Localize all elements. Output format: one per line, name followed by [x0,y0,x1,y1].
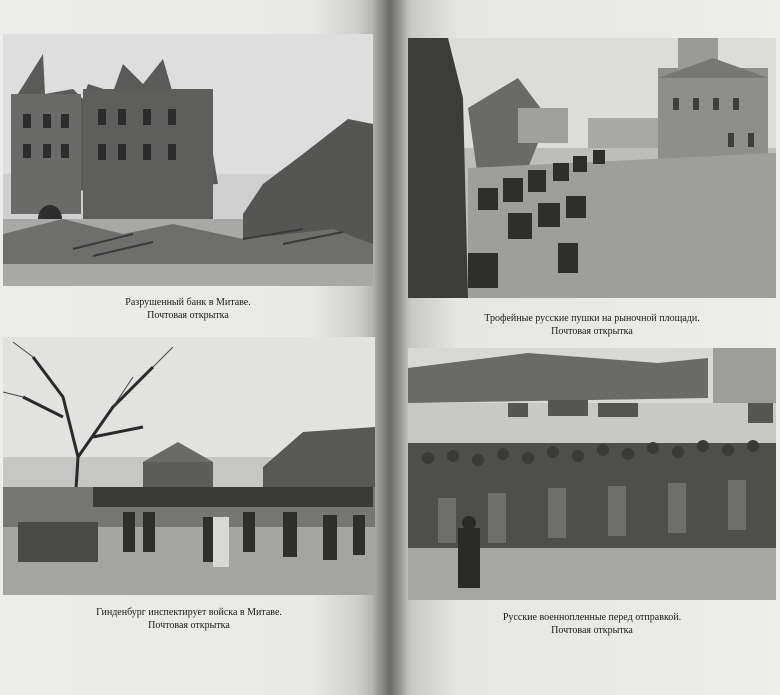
caption-title: Русские военнопленные перед отправкой. [502,612,682,623]
caption-source: Почтовая открытка [148,620,230,631]
caption-title: Гинденбург инспектирует войска в Митаве. [96,607,282,618]
caption-captured-guns [408,312,776,338]
caption-source: Почтовая открытка [551,326,633,337]
caption-title: Трофейные русские пушки на рыночной площади. [484,313,700,324]
caption-hindenburg-inspection [3,606,375,632]
caption-russian-pows [408,611,776,637]
photo-russian-pows [408,348,776,600]
caption-source: Почтовая открытка [551,625,633,636]
photo-hindenburg-inspection [3,337,375,595]
caption-title: Разрушенный банк в Митаве. [125,297,251,308]
caption-ruined-bank [3,296,373,322]
photo-ruined-bank [3,34,373,286]
caption-source: Почтовая открытка [147,310,229,321]
book-gutter-shadow [372,0,408,695]
photo-captured-guns [408,38,776,298]
